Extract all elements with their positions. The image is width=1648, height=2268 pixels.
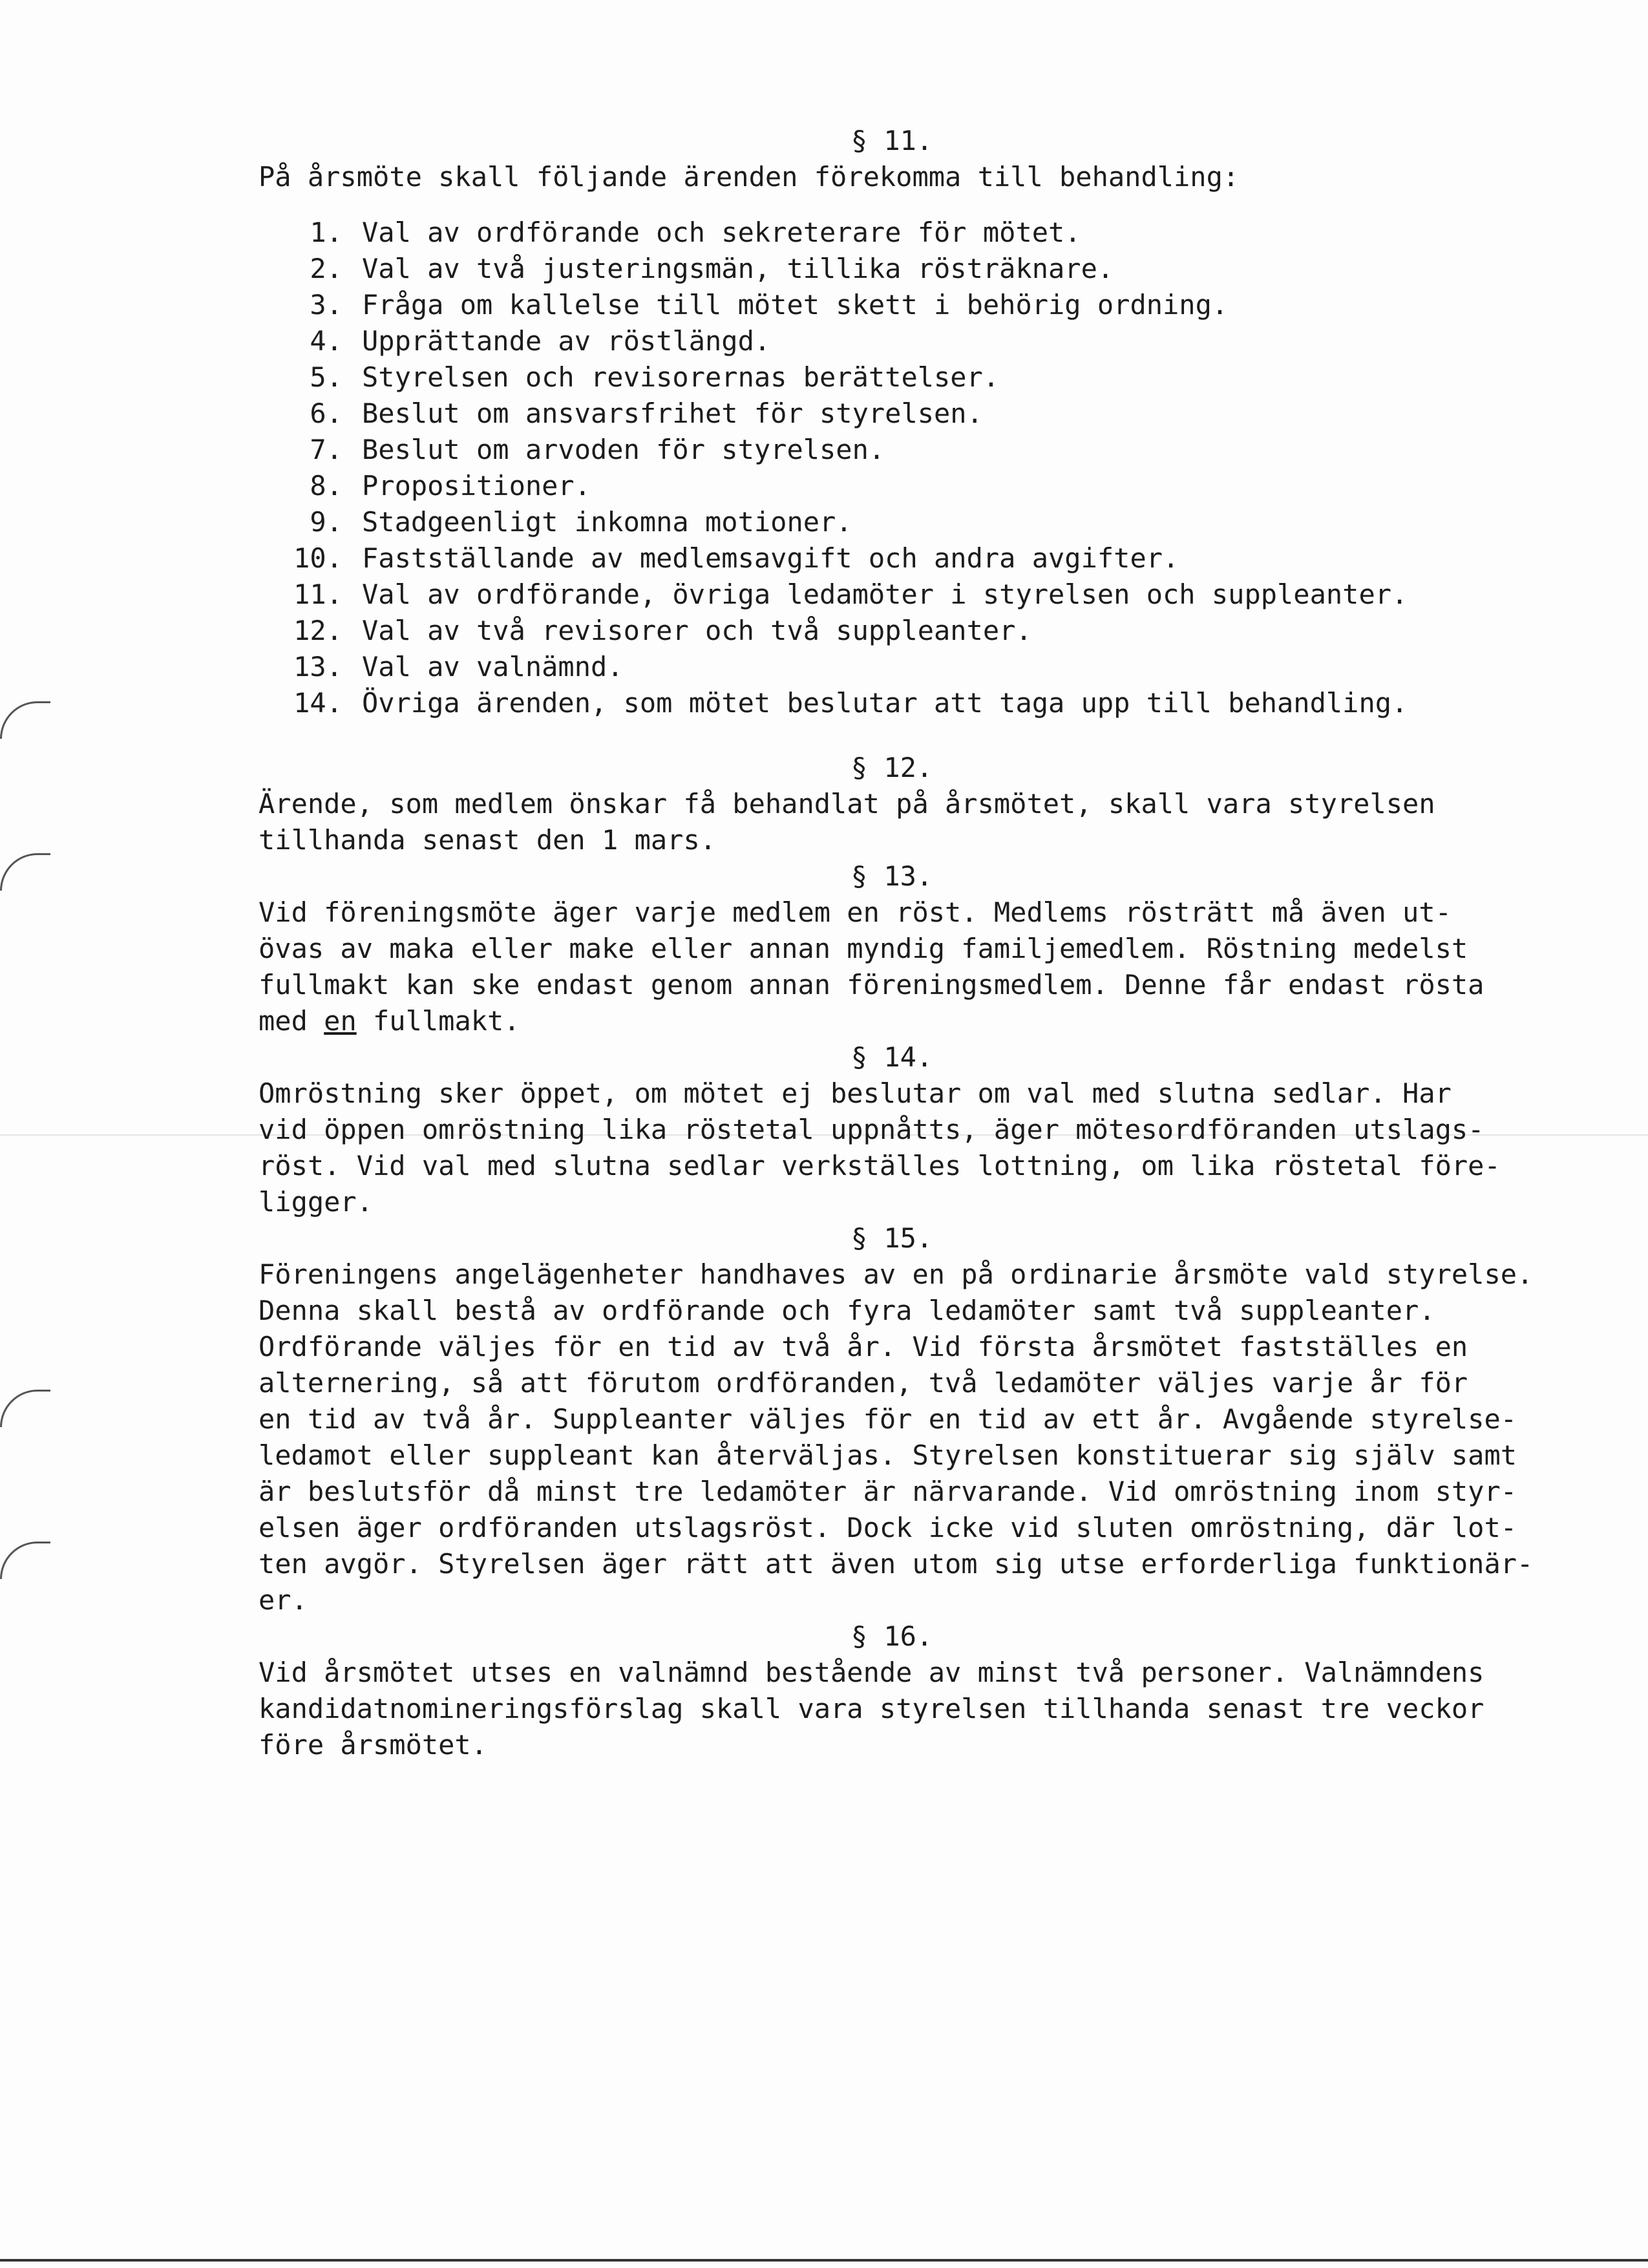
text-fragment: med (259, 1005, 324, 1037)
list-item (259, 432, 1499, 468)
item-number: 14. (293, 687, 343, 719)
section-body (259, 1076, 1499, 1220)
item-number: 3. (310, 289, 343, 321)
item-number: 6. (310, 397, 343, 429)
text-line: kandidatnomineringsförslag skall vara styrelsen tillhanda senast tre veckor (259, 1693, 1484, 1724)
text-line: Ordförande väljes för en tid av två år. Vid första årsmötet fastställes en (259, 1331, 1468, 1362)
section-11 (259, 123, 1499, 721)
list-item (259, 251, 1499, 287)
item-number: 12. (293, 615, 343, 646)
section-14 (259, 1039, 1499, 1220)
list-item (259, 287, 1499, 323)
section-heading: § 12. (850, 752, 933, 783)
item-text: Val av ordförande och sekreterare för mötet. (362, 217, 1081, 248)
item-number: 2. (310, 253, 343, 284)
item-text: Upprättande av röstlängd. (362, 325, 771, 357)
punch-hole-mark (0, 701, 50, 739)
section-heading: § 11. (850, 125, 933, 156)
section-16 (259, 1618, 1499, 1763)
list-item (259, 359, 1499, 396)
item-number: 11. (293, 578, 343, 610)
document-text (259, 123, 1534, 1763)
text-line: en tid av två år. Suppleanter väljes för en tid av ett år. Avgående styrelse- (259, 1403, 1517, 1435)
item-text: Styrelsen och revisorernas berättelser. (362, 361, 1000, 393)
punch-hole-mark (0, 853, 50, 891)
item-text: Beslut om arvoden för styrelsen. (362, 434, 885, 465)
section-body (259, 786, 1499, 858)
text-line: Vid föreningsmöte äger varje medlem en röst. Medlems rösträtt må även ut- (259, 896, 1452, 928)
text-line: ten avgör. Styrelsen äger rätt att även utom sig utse erforderliga funktionär- (259, 1548, 1534, 1580)
text-line: vid öppen omröstning lika röstetal uppnåtts, äger mötesordföranden utslags- (259, 1114, 1484, 1145)
list-item (259, 323, 1499, 359)
text-line: alternering, så att förutom ordföranden, två ledamöter väljes varje år för (259, 1367, 1468, 1399)
text-line (259, 1003, 1499, 1039)
list-item (259, 540, 1499, 577)
text-line: röst. Vid val med slutna sedlar verkställes lottning, om lika röstetal före- (259, 1150, 1501, 1182)
item-text: Val av ordförande, övriga ledamöter i styrelsen och suppleanter. (362, 578, 1408, 610)
item-text: Övriga ärenden, som mötet beslutar att taga upp till behandling. (362, 687, 1408, 719)
text-line: före årsmötet. (259, 1729, 488, 1761)
text-fragment: fullmakt. (356, 1005, 520, 1037)
item-number: 4. (310, 325, 343, 357)
section-heading: § 13. (850, 860, 933, 892)
text-line: Vid årsmötet utses en valnämnd bestående av minst två personer. Valnämndens (259, 1657, 1484, 1688)
text-line: Denna skall bestå av ordförande och fyra ledamöter samt två suppleanter. (259, 1295, 1435, 1326)
item-number: 1. (310, 217, 343, 248)
item-text: Fastställande av medlemsavgift och andra avgifter. (362, 542, 1179, 574)
text-line: Föreningens angelägenheter handhaves av en på ordinarie årsmöte vald styrelse. (259, 1258, 1534, 1290)
item-text: Fråga om kallelse till mötet skett i behörig ordning. (362, 289, 1229, 321)
list-item (259, 396, 1499, 432)
section-13 (259, 858, 1499, 1039)
list-item (259, 685, 1499, 721)
list-item (259, 215, 1499, 251)
section-body (259, 895, 1499, 1039)
section-12 (259, 750, 1499, 858)
text-line: er. (259, 1584, 308, 1616)
text-line: ligger. (259, 1186, 374, 1218)
text-line: övas av maka eller make eller annan myndig familjemedlem. Röstning medelst (259, 933, 1468, 964)
item-text: Val av två justeringsmän, tillika rösträknare. (362, 253, 1114, 284)
item-number: 7. (310, 434, 343, 465)
punch-hole-mark (0, 1542, 50, 1579)
item-text: Propositioner. (362, 470, 591, 502)
list-item (259, 504, 1499, 540)
item-text: Beslut om ansvarsfrihet för styrelsen. (362, 397, 983, 429)
item-number: 10. (293, 542, 343, 574)
item-number: 9. (310, 506, 343, 538)
text-line: är beslutsför då minst tre ledamöter är närvarande. Vid omröstning inom styr- (259, 1476, 1517, 1507)
text-line: elsen äger ordföranden utslagsröst. Dock icke vid sluten omröstning, där lot- (259, 1512, 1517, 1543)
section-heading: § 14. (850, 1041, 933, 1073)
underlined-word: en (324, 1005, 357, 1037)
text-line: ledamot eller suppleant kan återväljas. Styrelsen konstituerar sig själv samt (259, 1439, 1517, 1471)
list-item (259, 577, 1499, 613)
list-item (259, 613, 1499, 649)
section-heading: § 15. (850, 1222, 933, 1254)
agenda-list (259, 215, 1499, 721)
list-item (259, 649, 1499, 685)
section-body (259, 1256, 1534, 1618)
punch-hole-mark (0, 1390, 50, 1427)
item-number: 8. (310, 470, 343, 502)
section-15 (259, 1220, 1534, 1618)
item-text: Val av valnämnd. (362, 651, 624, 683)
item-text: Stadgeenligt inkomna motioner. (362, 506, 852, 538)
text-line: fullmakt kan ske endast genom annan föreningsmedlem. Denne får endast rösta (259, 969, 1484, 1001)
section-intro: På årsmöte skall följande ärenden förekomma till behandling: (259, 161, 1240, 193)
item-number: 13. (293, 651, 343, 683)
section-heading: § 16. (850, 1620, 933, 1652)
item-text: Val av två revisorer och två suppleanter. (362, 615, 1032, 646)
section-body (259, 1655, 1499, 1763)
text-line: Ärende, som medlem önskar få behandlat på årsmötet, skall vara styrelsen (259, 788, 1435, 820)
list-item (259, 468, 1499, 504)
scan-bottom-edge (0, 2259, 1648, 2262)
item-number: 5. (310, 361, 343, 393)
text-line: tillhanda senast den 1 mars. (259, 824, 717, 856)
text-line: Omröstning sker öppet, om mötet ej beslutar om val med slutna sedlar. Har (259, 1077, 1452, 1109)
